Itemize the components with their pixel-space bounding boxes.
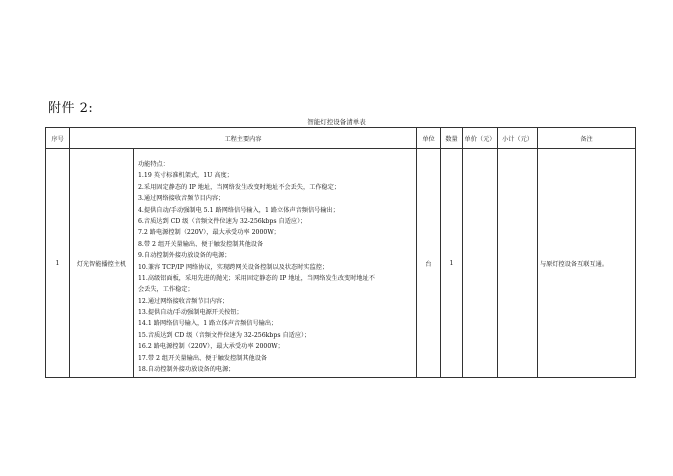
feature-line: 17.带 2 组开关量输出、便于触发控制其他设备 [138, 354, 268, 362]
feature-line: 6.音质达到 CD 级（音频文件位速为 32-256kbps 自适应）； [138, 217, 307, 225]
feature-line: 12.通过网络接收音频节目内容； [138, 297, 229, 305]
table-row [46, 149, 636, 378]
row-index: 1 [46, 149, 70, 378]
equipment-table [45, 127, 636, 378]
row-subtotal [498, 149, 538, 378]
feature-line: 13.提供自动/手动强制电源开关按钮； [138, 309, 243, 317]
feature-line: 10.兼容 TCP/IP 网络协议，实现跨网关设备控制以及状态时实监控； [138, 263, 329, 271]
feature-line: 8.带 2 组开关量输出、便于触发控制其他设备 [138, 240, 264, 248]
feature-line: 2.采用固定静态的 IP 地址，当网络发生改变时地址不会丢失，工作稳定； [138, 183, 341, 191]
header-row [46, 128, 636, 149]
header-content: 工程主要内容 [70, 128, 417, 149]
feature-line: 18.自动控制外接功放设备的电源； [138, 366, 235, 374]
row-qty: 1 [441, 149, 463, 378]
table-title: 智能灯控设备清单表 [307, 118, 366, 126]
row-features [134, 149, 417, 378]
feature-line: 11.高级铝面板，采用先进的抛光；采用固定静态的 IP 地址，当网络发生改变时地址不 [138, 274, 375, 282]
row-price [463, 149, 498, 378]
feature-line: 功能特点： [138, 161, 169, 168]
feature-line: 16.2 路电源控制（220V），最大承受功率 2000W； [138, 343, 284, 351]
row-unit: 台 [417, 149, 441, 378]
feature-line: 9.自动控制外接功放设备的电源； [138, 252, 231, 260]
feature-line: 3.通过网络接收音频节目内容； [138, 195, 225, 203]
header-subtotal: 小计（元） [498, 128, 538, 149]
feature-line: 会丢失，工作稳定； [138, 286, 194, 294]
feature-line: 14.1 路网络信号输入，1 路立体声音频信号输出； [138, 320, 278, 328]
header-price: 单价（元） [463, 128, 498, 149]
header-index: 序号 [46, 128, 70, 149]
feature-line: 7.2 路电源控制（220V），最大承受功率 2000W； [138, 229, 280, 237]
header-qty: 数量 [441, 128, 463, 149]
feature-line: 1.19 英寸标准机架式，1U 高度； [138, 172, 233, 180]
header-unit: 单位 [417, 128, 441, 149]
feature-line: 15.音质达到 CD 级（音频文件位速为 32-256kbps 自适应）； [138, 331, 311, 339]
attachment-heading: 附件 2: [48, 101, 94, 116]
feature-line: 4.提供自动/手动强制电 5.1 路网络信号输入，1 路立体声音频信号输出； [138, 206, 339, 214]
row-remark: 与原灯控设备互联互通。 [538, 149, 636, 378]
row-item-name: 灯光智能播控主机 [70, 149, 134, 378]
header-remark: 备注 [538, 128, 636, 149]
